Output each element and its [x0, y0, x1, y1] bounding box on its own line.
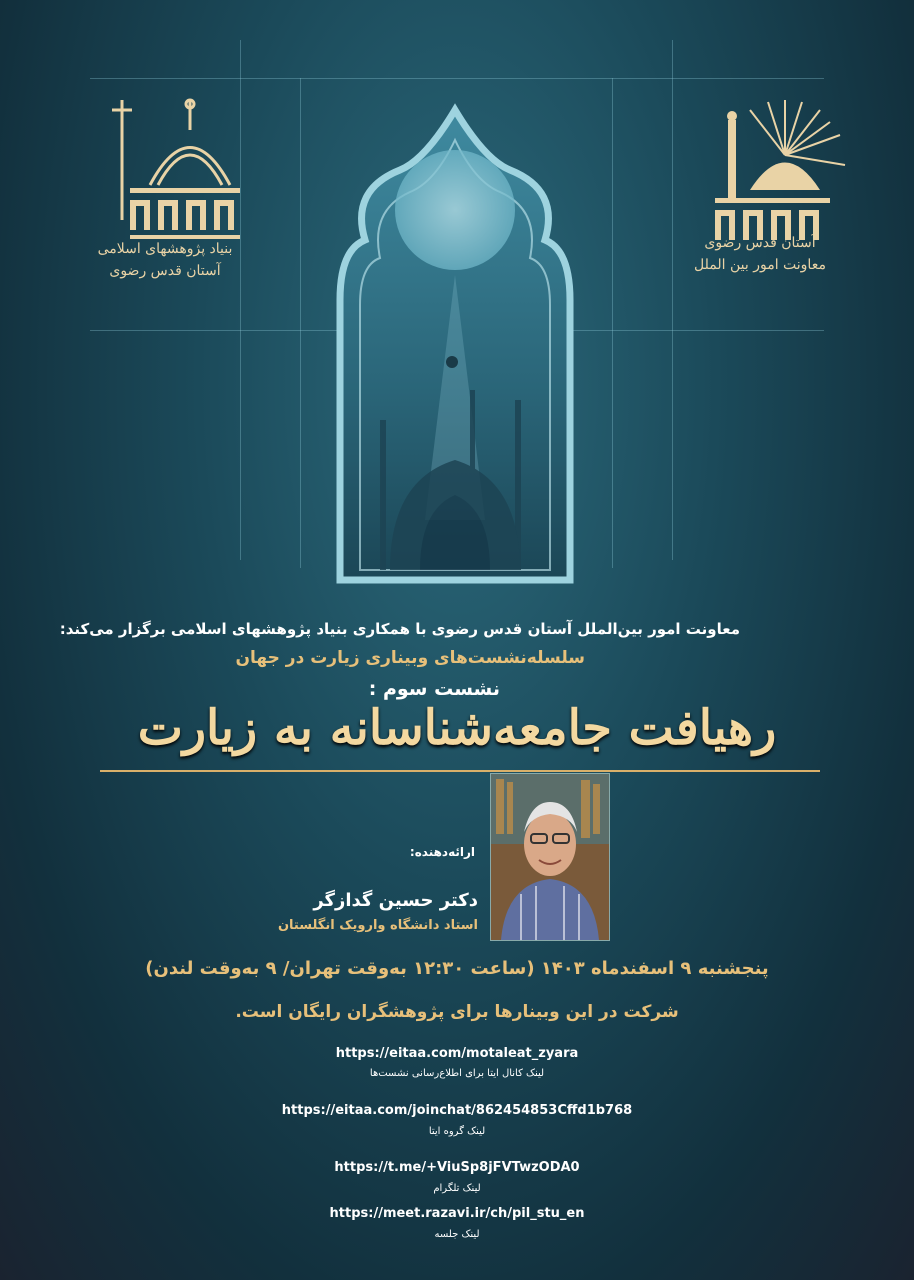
- frame-line-inner-left: [300, 78, 301, 568]
- free-participation-note: شرکت در این وبینارها برای پژوهشگران رایگان است.: [235, 1002, 679, 1022]
- telegram-link[interactable]: https://t.me/+ViuSp8jFVTwzODA0: [334, 1160, 580, 1175]
- left-logo-line-1: بنیاد پژوهشهای اسلامی: [97, 241, 233, 257]
- series-title: سلسله‌نشست‌های وبیناری زیارت در جهان: [235, 648, 585, 668]
- eitaa-channel-desc: لینک کانال ایتا برای اطلاع‌رسانی نشست‌ها: [369, 1068, 545, 1079]
- right-logo-line-2: معاونت امور بین الملل: [694, 257, 826, 273]
- mihrab-window-icon: [320, 100, 590, 590]
- right-logo-line-1: آستان قدس رضوی: [704, 235, 816, 251]
- frame-line-top: [90, 78, 824, 79]
- presenter-photo: [490, 773, 610, 941]
- presenter-label: ارائه‌دهنده:: [409, 845, 475, 859]
- right-logo-caption: [660, 232, 860, 276]
- eitaa-channel-link[interactable]: https://eitaa.com/motaleat_zyara: [335, 1046, 579, 1061]
- frame-line-inner-right: [612, 78, 613, 568]
- frame-line-right: [672, 40, 673, 560]
- presenter-affiliation: استاد دانشگاه وارویک انگلستان: [277, 918, 478, 933]
- telegram-desc: لینک تلگرام: [433, 1183, 481, 1194]
- left-logo-caption: [65, 238, 265, 282]
- eitaa-group-desc: لینک گروه ایتا: [428, 1126, 486, 1137]
- main-title: رهیافت جامعه‌شناسانه به زیارت: [137, 700, 777, 756]
- meeting-desc: لینک جلسه: [434, 1229, 480, 1240]
- session-label: نشست سوم :: [368, 678, 500, 700]
- event-datetime: پنجشنبه ۹ اسفندماه ۱۴۰۳ (ساعت ۱۲:۳۰ به‌وقت تهران/ ۹ به‌وقت لندن): [145, 958, 769, 979]
- left-logo-line-2: آستان قدس رضوی: [109, 263, 221, 279]
- eitaa-group-link[interactable]: https://eitaa.com/joinchat/862454853Cffd1b768: [281, 1103, 633, 1118]
- presenter-name: دکتر حسین گدازگر: [313, 890, 478, 911]
- meeting-link[interactable]: https://meet.razavi.ir/ch/pil_stu_en: [329, 1206, 585, 1221]
- organizer-text: معاونت امور بین‌الملل آستان قدس رضوی با همکاری بنیاد پژوهشهای اسلامی برگزار می‌کند:: [59, 620, 740, 638]
- title-underline: [100, 770, 820, 772]
